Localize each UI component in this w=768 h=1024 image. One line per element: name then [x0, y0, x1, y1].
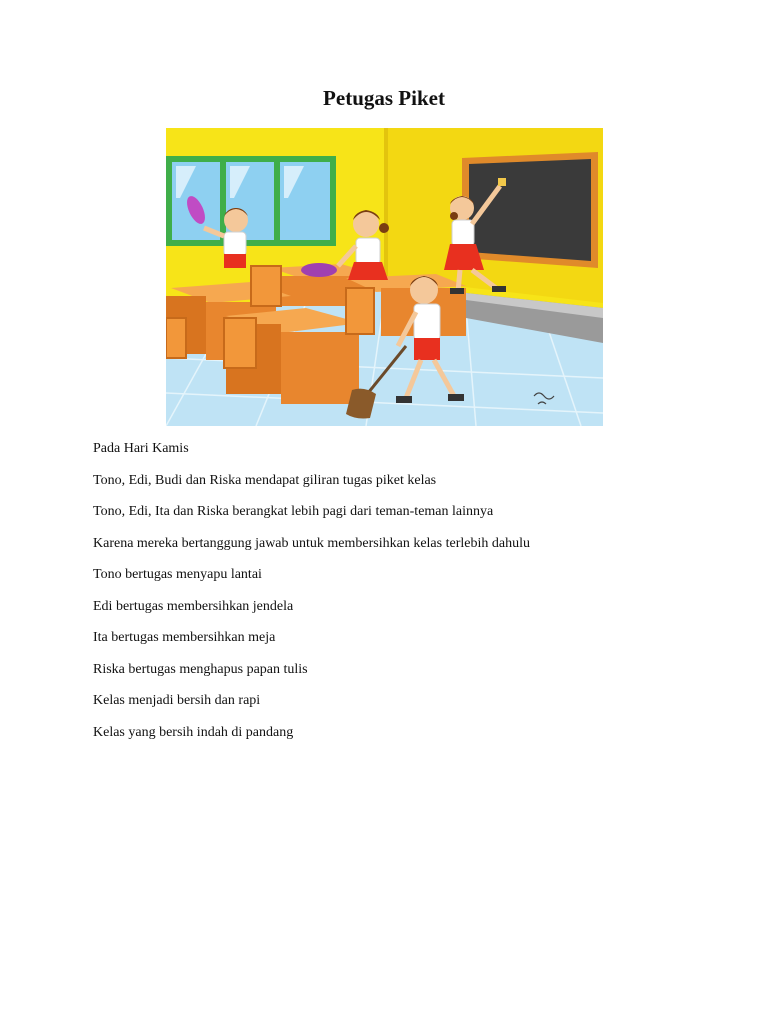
- story-line: Edi bertugas membersihkan jendela: [93, 598, 294, 614]
- story-line: Kelas menjadi bersih dan rapi: [93, 693, 261, 708]
- story-line: Kelas yang bersih indah di pandang: [93, 724, 294, 740]
- page-title: Petugas Piket: [323, 86, 445, 110]
- classroom-cleaning-illustration: [166, 128, 603, 426]
- story-line: Ita bertugas membersihkan meja: [93, 630, 276, 645]
- story-line: Tono, Edi, Budi dan Riska mendapat giliran tugas piket kelas: [93, 472, 437, 488]
- story-line: Karena mereka bertanggung jawab untuk membersihkan kelas terlebih dahulu: [93, 535, 530, 551]
- story-line: Tono, Edi, Ita dan Riska berangkat lebih pagi dari teman-teman lainnya: [93, 504, 494, 519]
- story-line: Tono bertugas menyapu lantai: [93, 567, 262, 582]
- story-lines: [93, 440, 530, 755]
- story-line: Riska bertugas menghapus papan tulis: [93, 661, 308, 677]
- story-line: Pada Hari Kamis: [93, 441, 189, 456]
